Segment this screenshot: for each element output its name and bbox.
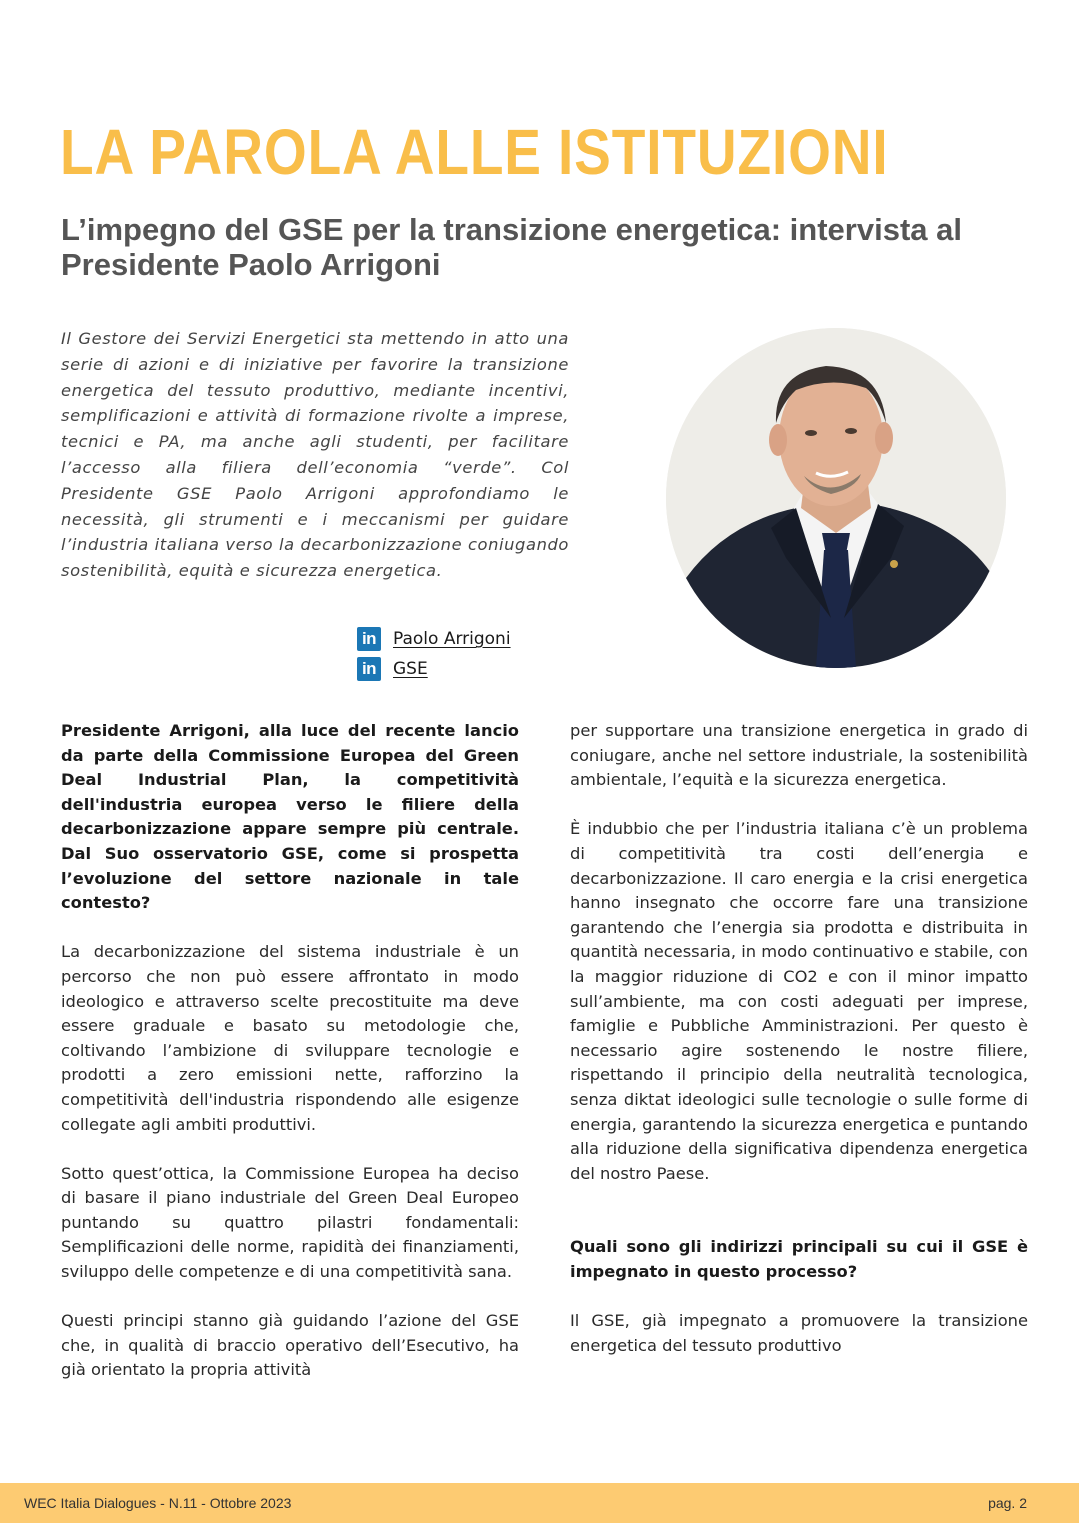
article-intro: Il Gestore dei Servizi Energetici sta mettendo in atto una serie di azioni e di iniziative per favorire la transizione energetica del tessuto produttivo, mediante incentivi, semplificazioni e attività di formazione rivolte a imprese, tecnici e PA, ma anche agli studenti, per facilitare l’accesso alla filiera dell’economia “verde”. Col Presidente GSE Paolo Arrigoni approfondiamo le necessità, gli strumenti e i meccanismi per guidare l’industria italiana verso la decarbonizzazione coniugando sostenibilità, equità e sicurezza energetica.	[61, 329, 569, 581]
answer-paragraph: Questi principi stanno già guidando l’azione del GSE che, in qualità di braccio operativo dell’Esecutivo, ha già orientato la propria attività	[61, 1311, 519, 1380]
section-title: LA PAROLA ALLE ISTITUZIONI	[60, 116, 889, 188]
link-gse[interactable]: GSE	[393, 659, 428, 679]
article-title: L’impegno del GSE per la transizione energetica: intervista al Presidente Paolo Arrigoni	[61, 212, 962, 282]
article-column-right	[570, 719, 1028, 1383]
portrait-photo	[666, 328, 1006, 668]
linkedin-link-paolo-arrigoni[interactable]	[357, 624, 511, 654]
linkedin-link-gse[interactable]	[357, 654, 511, 684]
answer-paragraph: Sotto quest’ottica, la Commissione Europea ha deciso di basare il piano industriale del Green Deal Europeo puntando su quattro pilastri fondamentali: Semplificazioni delle norme, rapidità dei finanziamenti, sviluppo delle competenze e di una competitività sana.	[61, 1163, 519, 1282]
linkedin-icon: in	[357, 657, 381, 681]
linkedin-icon: in	[357, 627, 381, 651]
answer-paragraph: per supportare una transizione energetica in grado di coniugare, anche nel settore industriale, la sostenibilità ambientale, l’equità e la sicurezza energetica.	[570, 721, 1028, 790]
spacer	[570, 1211, 1028, 1236]
answer-paragraph: Il GSE, già impegnato a promuovere la transizione energetica del tessuto produttivo	[570, 1311, 1028, 1355]
article-column-left	[61, 719, 519, 1408]
answer-paragraph: La decarbonizzazione del sistema industriale è un percorso che non può essere affrontato in modo ideologico e attraverso scelte precostituite ma deve essere graduale e basato su metodologie che, coltivando l’ambizione di sviluppare tecnologie e prodotti a zero emissioni nette, rafforzino la competitività dell'industria rispondendo alle esigenze collegate agli ambiti produttivi.	[61, 942, 519, 1134]
social-links	[357, 624, 511, 684]
page-number: pag. 2	[988, 1495, 1027, 1511]
answer-paragraph: È indubbio che per l’industria italiana c’è un problema di competitività tra costi dell’energia e decarbonizzazione. Il caro energia e la crisi energetica hanno insegnato che occorre fare una transizione garantendo che l’energia sia prodotta e distribuita in quantità necessaria, in modo continuativo e stabile, con la maggior riduzione di CO2 e con il minor impatto sull’ambiente, ma con costi adeguati per imprese, famiglie e Pubbliche Amministrazioni. Per questo è necessario agire sostenendo le nostre filiere, rispettando il principio della neutralità tecnologica, senza diktat ideologici sulle tecnologie o sulle forme di energia, garantendo la sicurezza energetica e puntando alla riduzione della significativa dipendenza energetica del nostro Paese.	[570, 819, 1028, 1183]
page-footer	[0, 1483, 1079, 1523]
link-paolo-arrigoni[interactable]: Paolo Arrigoni	[393, 629, 511, 649]
interview-question: Quali sono gli indirizzi principali su cui il GSE è impegnato in questo processo?	[570, 1237, 1028, 1282]
portrait-illustration	[666, 328, 1006, 668]
publication-info: WEC Italia Dialogues - N.11 - Ottobre 2023	[24, 1495, 292, 1511]
interview-question: Presidente Arrigoni, alla luce del recente lancio da parte della Commissione Europea del Green Deal Industrial Plan, la competitività dell'industria europea verso le filiere della decarbonizzazione appare sempre più centrale. Dal Suo osservatorio GSE, come si prospetta l’evoluzione del settore nazionale in tale contesto?	[61, 721, 519, 913]
